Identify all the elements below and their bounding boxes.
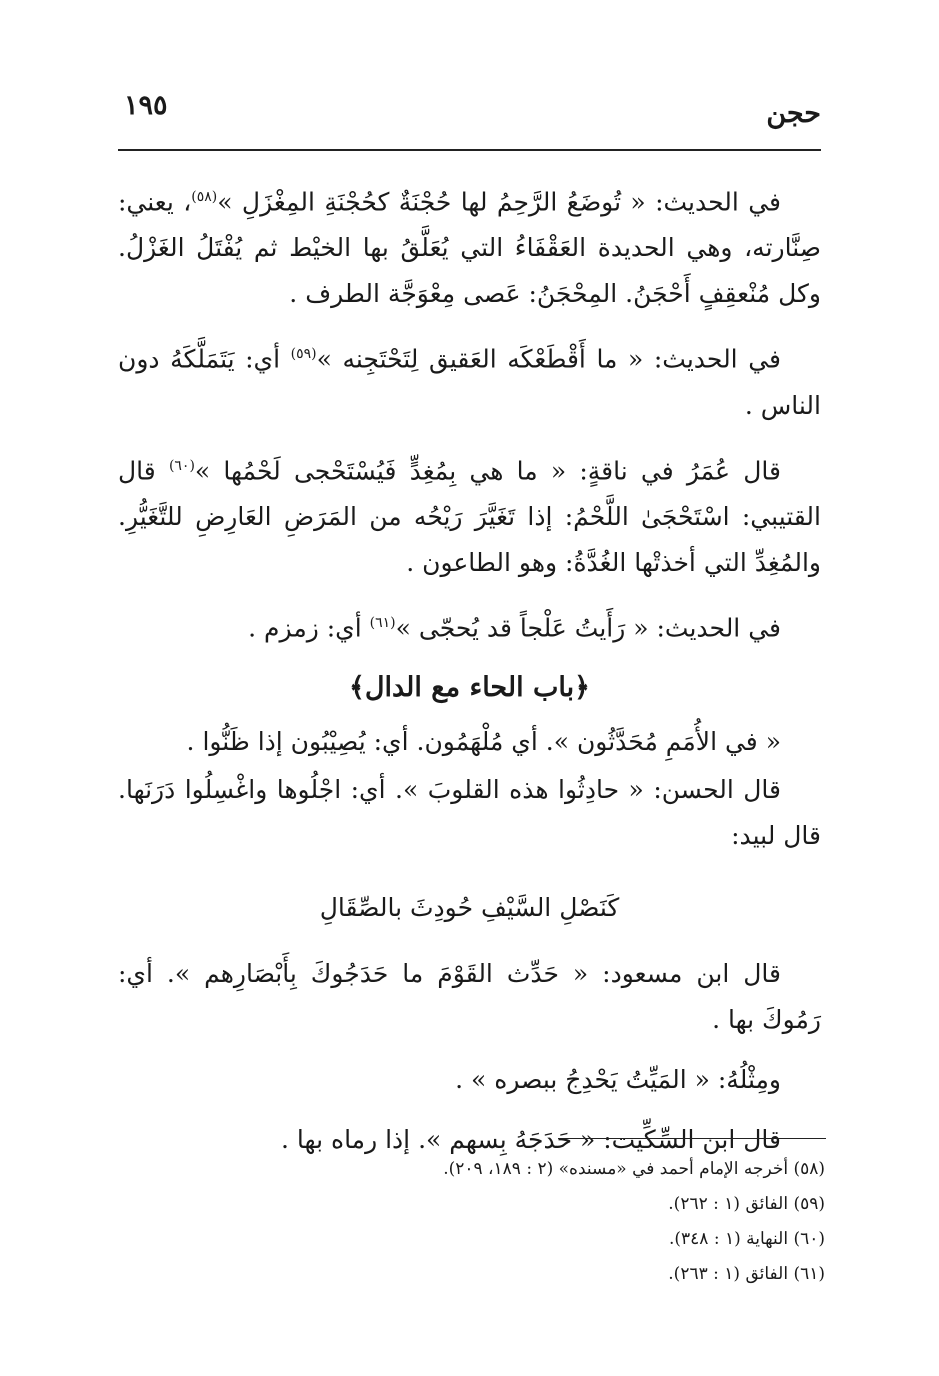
footnote-60: (٦٠) النهاية (١ : ٣٤٨).: [668, 1229, 825, 1249]
footnote-61: (٦١) الفائق (١ : ٢٦٣).: [668, 1264, 825, 1284]
paragraph-mithluhu: ومِثْلُهُ: « المَيِّتُ يَحْدِجُ ببصره » .: [455, 1065, 781, 1095]
section-line-2: قال الحسن: « حادِثُوا هذه القلوبَ ». أي: اجْلُوها واغْسِلُوا دَرَنَها. قال لبيد:: [118, 775, 821, 851]
header-rule: [118, 149, 821, 151]
page-header: [118, 90, 821, 150]
footnote-ref-59: (٥٩): [290, 346, 317, 363]
paragraph-ibn-masud: قال ابن مسعود: « حَدِّث القَوْمَ ما حَدَجُوكَ بِأَبْصَارِهم ». أي: رَمُوكَ بها .: [118, 959, 821, 1035]
footnote-59: (٥٩) الفائق (١ : ٢٦٢).: [668, 1194, 825, 1214]
section-line-1: « في الأُمَمِ مُحَدَّثُون ». أي مُلْهَمُون. أي: يُصِيْبُون إذا ظَنُّوا .: [186, 727, 781, 757]
footnote-ref-60: (٦٠): [168, 457, 195, 474]
section-heading: ﴿باب الحاء مع الدال﴾: [349, 672, 590, 704]
paragraph-hadith-61: في الحديث: « رَأَيتُ عَلْجاً قد يُحجّى »$^{(٦١)}$ أي: زمزم .: [248, 613, 781, 643]
entry-root-title: حجن: [766, 98, 821, 129]
footnote-ref-61: (٦١): [369, 614, 396, 631]
poetry-verse: كَنَصْلِ السَّيْفِ حُودِثَ بالصِّقَالِ: [319, 893, 620, 923]
paragraph-hadith-59: في الحديث: « ما أَقْطَعْكَه العَقيق لِتَحْتَجِنه »$^{(٥٩)}$ أي: يَتَمَلَّكَهُ دون الناس .: [118, 344, 821, 420]
footnote-ref-58: (٥٨): [191, 189, 218, 205]
footnote-58: (٥٨) أخرجه الإمام أحمد في «مسنده» (٢ : ١٨٩، ٢٠٩).: [443, 1159, 825, 1179]
paragraph-ibn-sikkit: قال ابن السِّكِّيت: « حَدَجَهُ بِسهم ». إذا رماه بها .: [281, 1125, 781, 1155]
footnote-rule: [558, 1138, 826, 1139]
page-number: ١٩٥: [124, 90, 168, 121]
paragraph-hadith-58: في الحديث: « تُوضَعُ الرَّحِمُ لها حُجْنَةٌ كحُجْنَةِ المِغْزَلِ »$^{(٥٨)}$، يعني: صِنَّارته، وهي الحديدة العَقْفَاءُ التي يُعَلَّقُ بها الخيْط ثم يُفْتَلُ الغَزْلُ. وكل مُنْعقِفٍ أَحْجَنُ. المِحْجَنُ: عَصى مِعْوَجَّة الطرف .: [118, 187, 821, 309]
paragraph-umar-60: قال عُمَرُ في ناقةٍ: « ما هي بِمُغِدٍّ فَيُسْتَحْجى لَحْمُها »$^{(٦٠)}$ قال القتيبي: اسْتَحْجَىٰ اللَّحْمُ: إذا تَغَيَّرَ رَيْحُه من المَرَضِ العَارِضِ للتَّغَيُّرِ. والمُغِدِّ التي أخذتْها الغُدَّةُ: وهو الطاعون .: [118, 455, 821, 577]
main-text: [118, 174, 821, 1177]
footnotes: [118, 1152, 825, 1292]
